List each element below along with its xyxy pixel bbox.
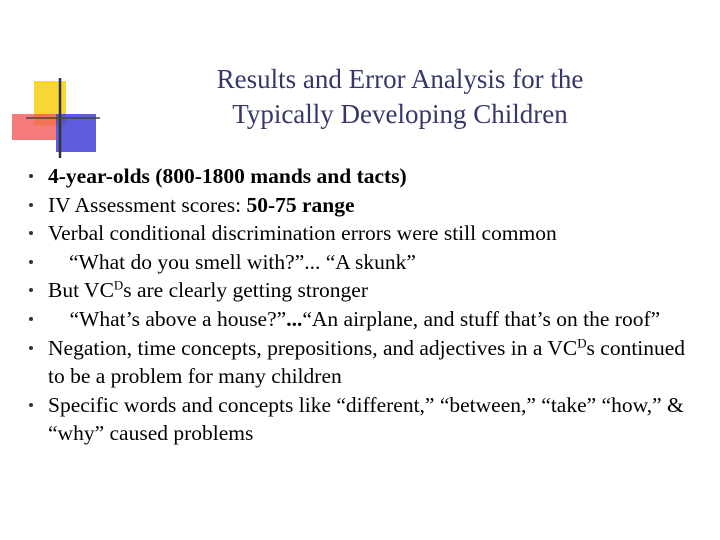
bullet-item [22,191,707,220]
bullet-dot-icon [29,288,33,292]
bullet-text [48,278,368,302]
bullet-text-pre: Negation, time concepts, prepositions, and adjectives in a VC [48,335,578,360]
corner-decoration [0,0,100,160]
bullet-dot-icon [29,346,33,350]
bullet-dot-icon [29,260,33,264]
bullet-text: Verbal conditional discrimination errors were still common [48,221,557,246]
bullet-item [22,334,707,391]
bullet-item [22,248,707,277]
slide-title [120,62,680,132]
bullet-dot-icon [29,317,33,321]
bullet-text-post: s are clearly getting stronger [123,278,368,303]
bullet-dot-icon [29,203,33,207]
bullet-list [22,162,707,448]
bullet-text-post: “An airplane, and stuff that’s on the roof” [302,306,661,331]
bullet-text-pre: But VC [48,278,114,303]
bullet-item [22,276,707,305]
blue-block [56,114,96,152]
bullet-text-bold: 50-75 range [246,192,355,217]
bullet-item [22,162,707,191]
bullet-dot-icon [29,231,33,235]
bullet-item [22,391,707,448]
bullet-text [48,193,355,217]
bullet-dot-icon [29,403,33,407]
superscript: D [577,335,587,350]
bullet-text [48,336,685,389]
title-line-1: Results and Error Analysis for the [216,64,584,94]
bullet-text [48,307,660,331]
title-line-2: Typically Developing Children [232,99,568,129]
bullet-text-plain: IV Assessment scores: [48,192,247,217]
bullet-text-post: s continued to be a problem for many children [48,335,686,389]
bullet-text: 4-year-olds (800-1800 mands and tacts) [48,164,407,188]
bullet-text-pre: “What’s above a house?” [69,306,287,331]
bullet-text: “What do you smell with?”... “A skunk” [69,249,416,274]
bullet-text-bold: ... [286,306,303,331]
bullet-text: Specific words and concepts like “different,” “between,” “take” “how,” & “why” caused problems [48,392,684,446]
bullet-item [22,305,707,334]
bullet-dot-icon [29,174,33,178]
superscript: D [113,278,124,293]
bullet-item [22,219,707,248]
